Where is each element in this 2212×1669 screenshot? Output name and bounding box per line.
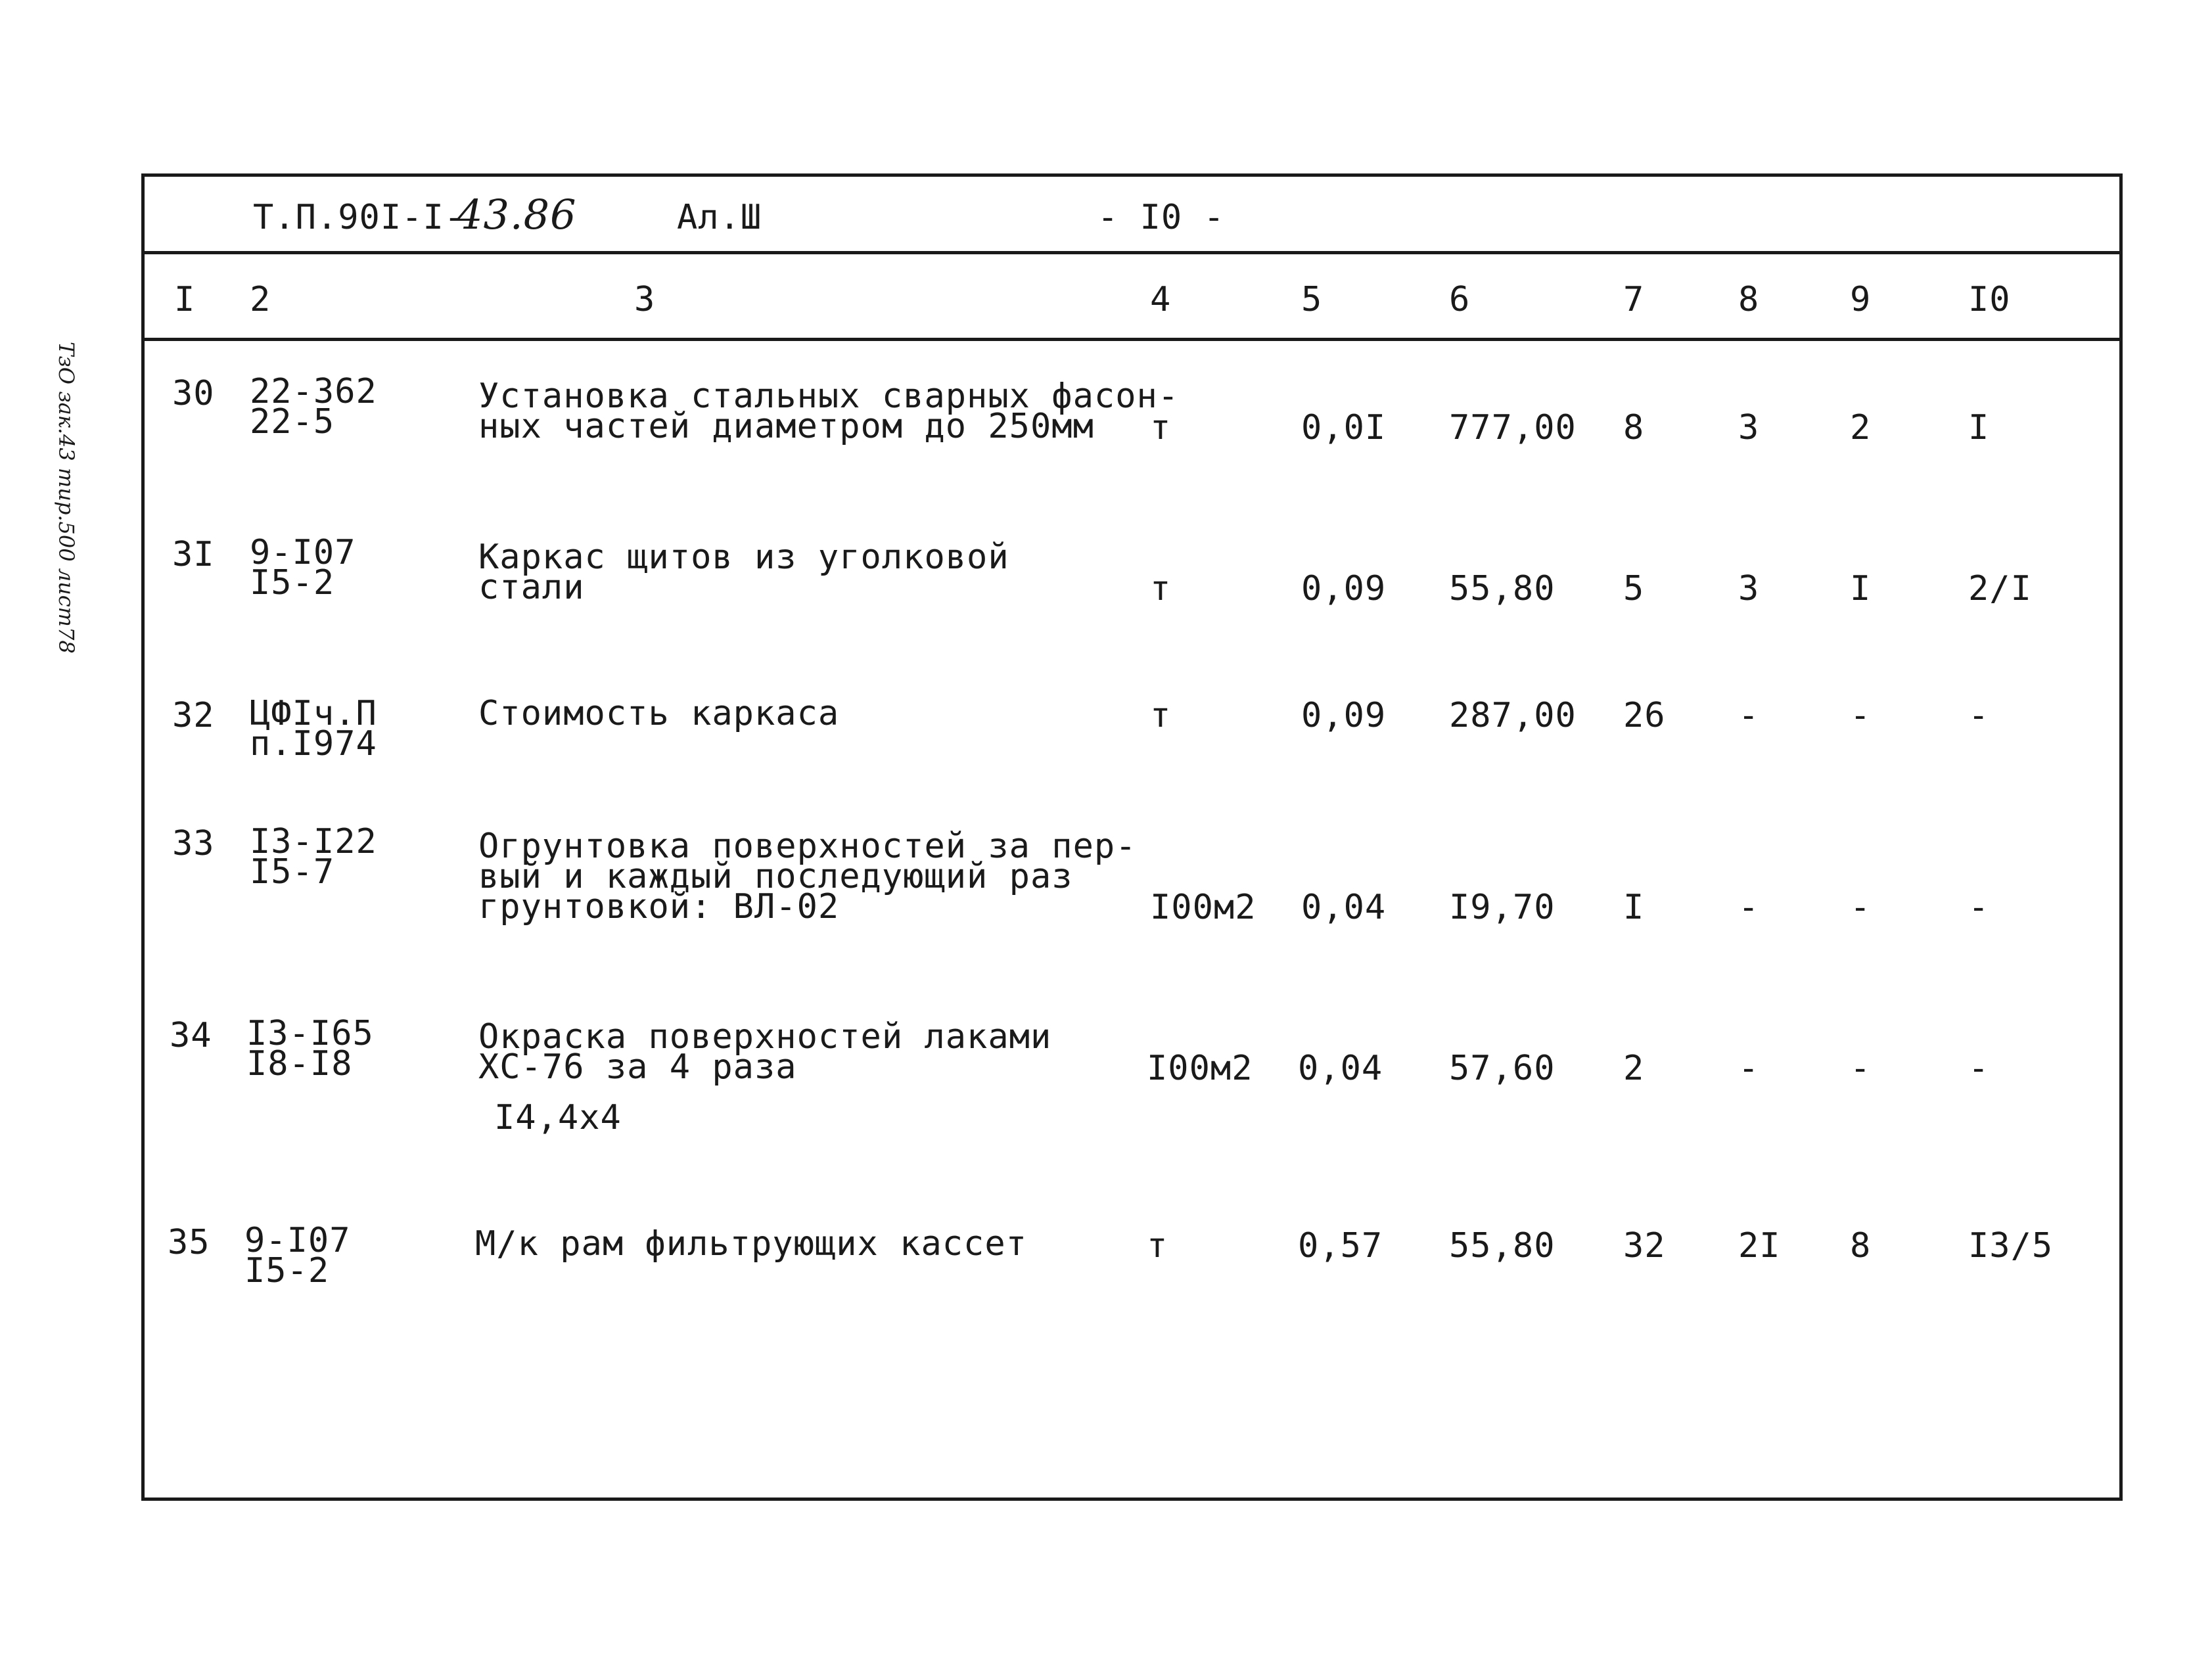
row-description: Огрунтовка поверхностей за пер- вый и каждый последующий раз грунтовкой: ВЛ-02 (478, 827, 1137, 926)
row-unit: т (1150, 696, 1172, 735)
row-quantity: 0,09 (1301, 696, 1387, 735)
row-description: Установка стальных сварных фасон- ных частей диаметром до 250мм (478, 377, 1180, 446)
row-code: I3-I65 I8-I8 (246, 1014, 374, 1084)
row-quantity: 0,57 (1298, 1226, 1383, 1266)
row-col8: - (1738, 1049, 1760, 1088)
row-unit: I00м2 (1147, 1049, 1253, 1088)
row-col9: 2 (1850, 408, 1872, 447)
row-number: 35 (168, 1223, 210, 1262)
row-col10: - (1968, 888, 1990, 927)
row-price: 287,00 (1449, 696, 1577, 735)
row-unit: т (1147, 1226, 1168, 1266)
row-price: 55,80 (1449, 1226, 1555, 1266)
row-unit: I00м2 (1150, 888, 1256, 927)
row-col7: 2 (1623, 1049, 1645, 1088)
row-price: 55,80 (1449, 569, 1555, 608)
row-number: 32 (172, 696, 215, 735)
row-number: 30 (172, 374, 215, 413)
row-quantity: 0,0I (1301, 408, 1387, 447)
row-col10: - (1968, 696, 1990, 735)
row-code: 22-362 22-5 (250, 372, 377, 442)
row-number: 3I (172, 535, 215, 574)
album-label: Ал.Ш (677, 198, 762, 237)
row-col10: I (1968, 408, 1990, 447)
row-col8: - (1738, 696, 1760, 735)
document-code: Т.П.90I-I- (253, 198, 466, 237)
column-header: 5 (1301, 280, 1323, 319)
row-col7: I (1623, 888, 1645, 927)
row-description: Окраска поверхностей лаками ХС-76 за 4 раза (478, 1017, 1052, 1087)
row-quantity: 0,09 (1301, 569, 1387, 608)
column-header: 3 (634, 280, 656, 319)
row-col9: - (1850, 888, 1872, 927)
row-col7: 5 (1623, 569, 1645, 608)
column-header: 8 (1738, 280, 1760, 319)
row-code: 9-I07 I5-2 (244, 1221, 351, 1291)
column-header: 7 (1623, 280, 1645, 319)
column-header: 6 (1449, 280, 1471, 319)
row-col9: - (1850, 1049, 1872, 1088)
row-description: М/к рам фильтрующих кассет (475, 1224, 1027, 1264)
row-col10: - (1968, 1049, 1990, 1088)
column-header: 4 (1150, 280, 1172, 319)
row-unit: т (1150, 569, 1172, 608)
row-col8: 3 (1738, 408, 1760, 447)
row-col7: 32 (1623, 1226, 1666, 1266)
column-header: I0 (1968, 280, 2011, 319)
row-code: 9-I07 I5-2 (250, 533, 356, 603)
row-col9: 8 (1850, 1226, 1872, 1266)
row-col8: - (1738, 888, 1760, 927)
row-col7: 26 (1623, 696, 1666, 735)
row-number: 34 (170, 1016, 212, 1055)
column-header-divider (141, 338, 2123, 341)
side-margin-note: ТзО зак.43 тир.500 лист78 (54, 342, 79, 654)
row-number: 33 (172, 824, 215, 863)
column-header: 2 (250, 280, 271, 319)
row-col8: 3 (1738, 569, 1760, 608)
row-price: 57,60 (1449, 1049, 1555, 1088)
row-quantity: 0,04 (1301, 888, 1387, 927)
row-col9: - (1850, 696, 1872, 735)
row-col8: 2I (1738, 1226, 1781, 1266)
page-number: - I0 - (1097, 198, 1225, 237)
row-price: 777,00 (1449, 408, 1577, 447)
row-code: I3-I22 I5-7 (250, 822, 377, 892)
document-code-handwritten: 43.86 (457, 191, 577, 239)
row-unit: т (1150, 408, 1172, 447)
row-note: I4,4x4 (494, 1098, 622, 1137)
row-col7: 8 (1623, 408, 1645, 447)
row-col9: I (1850, 569, 1872, 608)
row-col10: I3/5 (1968, 1226, 2054, 1266)
row-price: I9,70 (1449, 888, 1555, 927)
row-col10: 2/I (1968, 569, 2032, 608)
row-code: ЦФIч.П п.I974 (250, 694, 377, 764)
row-description: Каркас щитов из уголковой стали (478, 537, 1009, 607)
column-header: 9 (1850, 280, 1872, 319)
row-quantity: 0,04 (1298, 1049, 1383, 1088)
column-header: I (174, 280, 196, 319)
row-description: Стоимость каркаса (478, 694, 840, 733)
header-divider (141, 251, 2123, 254)
